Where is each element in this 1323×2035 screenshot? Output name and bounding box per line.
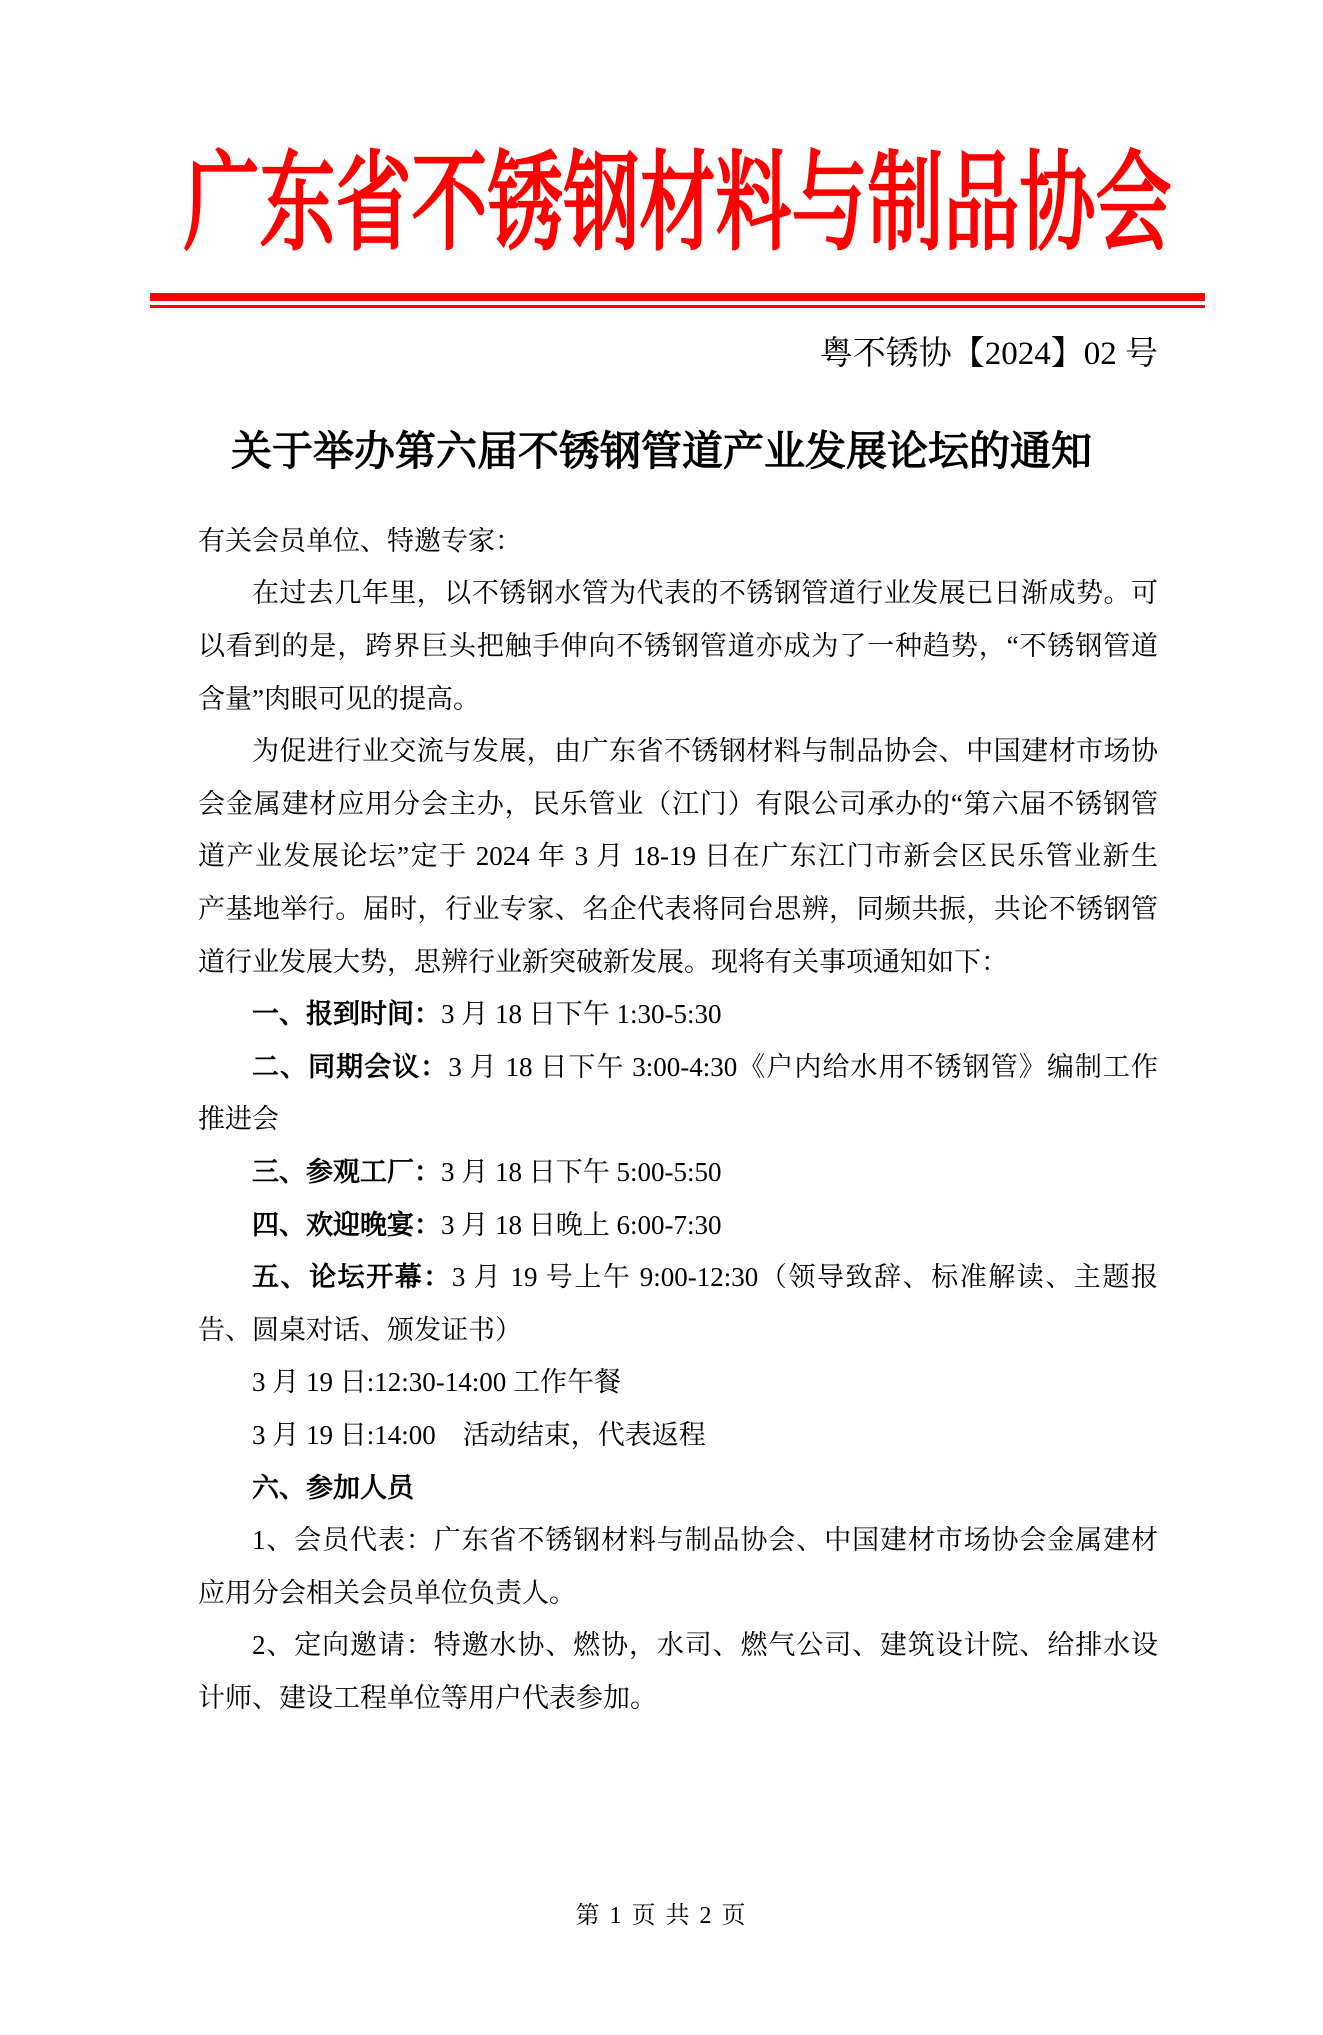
body-line xyxy=(198,830,1158,883)
body-line xyxy=(198,1409,1158,1462)
body-line xyxy=(198,988,1158,1041)
body-line-bold-label: 二、同期会议： xyxy=(252,1051,449,1082)
body-line xyxy=(198,778,1158,831)
body-line xyxy=(198,725,1158,778)
body-line xyxy=(198,1041,1158,1094)
body-line-text: 3 月 19 日:14:00 活动结束，代表返程 xyxy=(252,1419,706,1450)
body-line-text: 3 月 18 日下午 1:30-5:30 xyxy=(441,999,722,1030)
body-line-text: 在过去几年里，以不锈钢水管为代表的不锈钢管道行业发展已日渐成势。可 xyxy=(252,578,1158,609)
body-line-text: 3 月 18 日晚上 6:00-7:30 xyxy=(441,1209,722,1240)
body-line-text: 3 月 18 日下午 5:00-5:50 xyxy=(441,1156,722,1187)
body-line-text: 推进会 xyxy=(198,1104,279,1135)
body-line-text: 3 月 19 日:12:30-14:00 工作午餐 xyxy=(252,1367,621,1398)
body-line-text: 计师、建设工程单位等用户代表参加。 xyxy=(198,1682,657,1713)
body-line xyxy=(198,1514,1158,1567)
body-line xyxy=(198,1304,1158,1357)
body-line-text: 3 月 18 日下午 3:00-4:30《户内给水用不锈钢管》编制工作 xyxy=(448,1051,1159,1082)
body-line-bold-label: 一、报到时间： xyxy=(252,999,441,1030)
document-page xyxy=(0,145,1323,2035)
body-line-text: 道产业发展论坛”定于 2024 年 3 月 18-19 日在广东江门市新会区民乐管业新生 xyxy=(198,841,1158,872)
body-line xyxy=(198,1093,1158,1146)
body-line-bold-label: 四、欢迎晚宴： xyxy=(252,1209,441,1240)
body-line-text: 会金属建材应用分会主办，民乐管业（江门）有限公司承办的“第六届不锈钢管 xyxy=(198,788,1158,819)
body-line xyxy=(198,515,1158,568)
body-line xyxy=(198,1672,1158,1725)
body-line xyxy=(198,936,1158,989)
body-line-text: 为促进行业交流与发展，由广东省不锈钢材料与制品协会、中国建材市场协 xyxy=(252,736,1158,767)
body-line xyxy=(198,1619,1158,1672)
body-line-text: 有关会员单位、特邀专家： xyxy=(198,525,522,556)
body-line xyxy=(198,1251,1158,1304)
page-footer: 第 1 页 共 2 页 xyxy=(575,1903,748,1929)
body-line xyxy=(198,567,1158,620)
body-line-text: 2、定向邀请：特邀水协、燃协，水司、燃气公司、建筑设计院、给排水设 xyxy=(252,1630,1158,1661)
body-line xyxy=(198,620,1158,673)
body-line xyxy=(198,1199,1158,1252)
body-line xyxy=(198,1356,1158,1409)
doc-number: 粤不锈协【2024】02 号 xyxy=(819,335,1158,372)
body-line-text: 告、圆桌对话、颁发证书） xyxy=(198,1314,522,1345)
org-title: 广东省不锈钢材料与制品协会 xyxy=(183,145,1172,265)
body-line-text: 3 月 19 号上午 9:00-12:30（领导致辞、标准解读、主题报 xyxy=(451,1262,1159,1293)
body-line-text: 含量”肉眼可见的提高。 xyxy=(198,683,480,714)
red-divider-thick-line xyxy=(150,293,1205,301)
body-line-text: 应用分会相关会员单位负责人。 xyxy=(198,1577,576,1608)
body-text xyxy=(198,515,1158,1725)
body-line xyxy=(198,883,1158,936)
body-line xyxy=(198,673,1158,726)
body-line xyxy=(198,1462,1158,1515)
body-line-bold-label: 六、参加人员 xyxy=(252,1472,414,1503)
red-divider xyxy=(0,293,1323,308)
body-line xyxy=(198,1567,1158,1620)
red-divider-thin-line xyxy=(150,305,1205,308)
body-line-bold-label: 三、参观工厂： xyxy=(252,1156,441,1187)
body-line-bold-label: 五、论坛开幕： xyxy=(252,1262,452,1293)
body-line-text: 1、会员代表：广东省不锈钢材料与制品协会、中国建材市场协会金属建材 xyxy=(252,1525,1158,1556)
body-line-text: 道行业发展大势，思辨行业新突破新发展。现将有关事项通知如下： xyxy=(198,946,1008,977)
body-line-text: 产基地举行。届时，行业专家、名企代表将同台思辨，同频共振，共论不锈钢管 xyxy=(198,893,1158,924)
body-line xyxy=(198,1146,1158,1199)
body-line-text: 以看到的是，跨界巨头把触手伸向不锈钢管道亦成为了一种趋势，“不锈钢管道 xyxy=(198,631,1158,662)
doc-title: 关于举办第六届不锈钢管道产业发展论坛的通知 xyxy=(231,427,1092,474)
